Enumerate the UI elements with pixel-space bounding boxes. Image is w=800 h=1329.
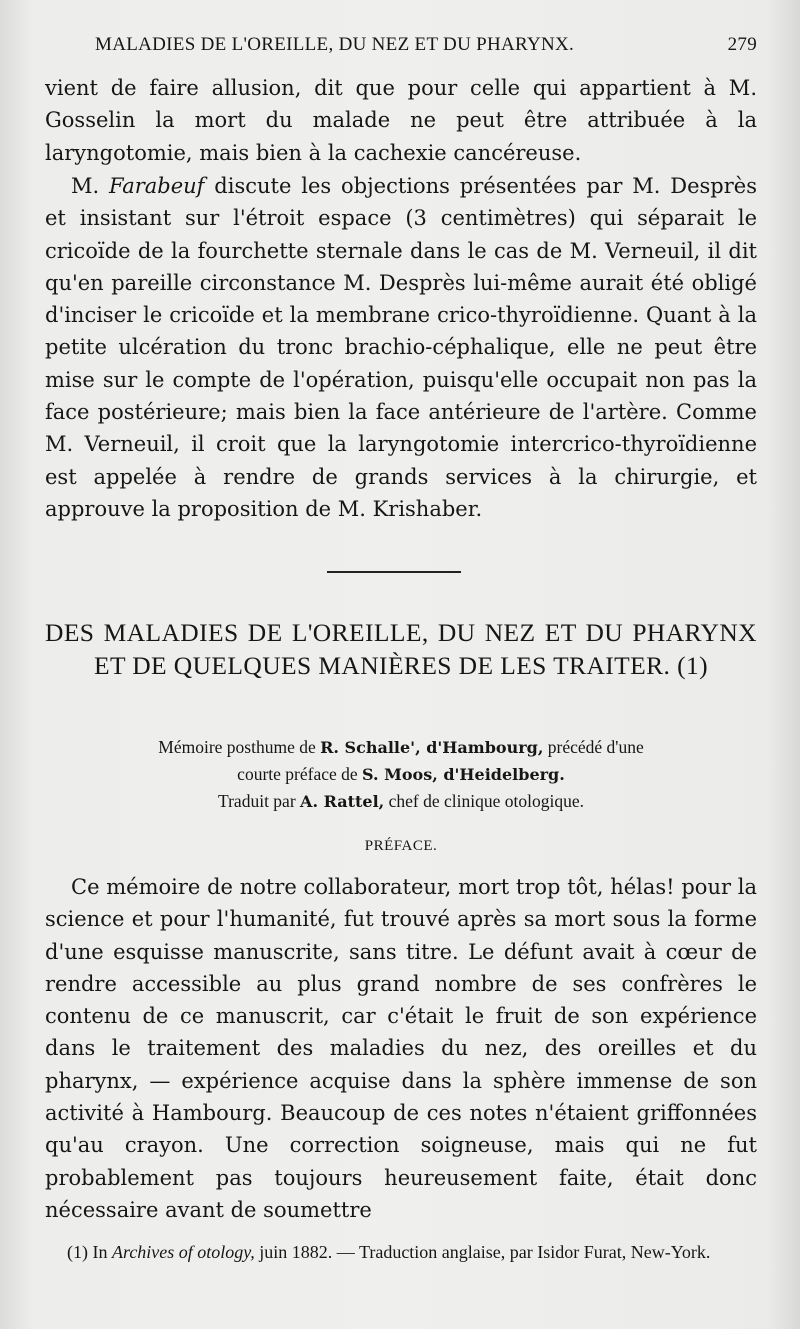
byline-line-2 xyxy=(45,761,757,788)
page-number: 279 xyxy=(727,34,757,55)
translator-name: A. Rattel, xyxy=(300,792,385,811)
footnote xyxy=(45,1240,757,1265)
running-head xyxy=(95,34,757,56)
running-head-title: MALADIES DE L'OREILLE, DU NEZ ET DU PHARYNX. xyxy=(95,34,575,55)
paragraph-lead: M. xyxy=(71,174,100,198)
preface-heading: PRÉFACE. xyxy=(364,838,438,854)
paragraph-continuation: vient de faire allusion, dit que pour celle qui appartient à M. Gosselin la mort du malade ne peut être attribuée à la laryngotomie, mais bien à la cachexie cancéreuse. xyxy=(45,76,757,165)
byline-text: Mémoire posthume de xyxy=(158,737,321,757)
byline-text: précédé d'une xyxy=(543,737,644,757)
author-name: R. Schalle', d'Hambourg, xyxy=(320,738,544,757)
byline-text: Traduit par xyxy=(218,791,301,811)
footnote-marker: (1) In xyxy=(67,1242,112,1262)
byline-text: courte préface de xyxy=(237,764,363,784)
preface-paragraph: Ce mémoire de notre collaborateur, mort trop tôt, hélas! pour la science et pour l'humanité, fut trouvé après sa mort sous la forme d'une esquisse manuscrite, sans titre. Le défunt avait à cœur de rendre accessible au plus grand nombre de ses confrères le contenu de ce manuscrit, car c'était le fruit de son expérience dans le traitement des maladies du nez, des oreilles et du pharynx, — expérience acquise dans la sphère immense de son activité à Hambourg. Beaucoup de ces notes n'étaient griffonnées qu'au crayon. Une correction soigneuse, mais qui ne fut probablement pas toujours heureusement faite, était donc nécessaire avant de soumettre xyxy=(45,875,757,1222)
article-title: DES MALADIES DE L'OREILLE, DU NEZ ET DU PHARYNX ET DE QUELQUES MANIÈRES DE LES TRAITER. (1) xyxy=(45,618,757,680)
paragraph-farabeuf xyxy=(45,170,757,525)
byline-line-1 xyxy=(45,734,757,761)
section-divider xyxy=(327,571,461,573)
footnote-text: juin 1882. — Traduction anglaise, par Isidor Furat, New-York. xyxy=(254,1242,711,1262)
paragraph-body: discute les objections présentées par M. Desprès et insistant sur l'étroit espace (3 centimètres) qui séparait le cricoïde de la fourchette sternale dans le cas de M. Verneuil, il dit qu'en pareille circonstance M. Desprès lui-même aurait été obligé d'inciser le cricoïde et la membrane crico-thyroïdienne. Quant à la petite ulcération du tronc brachio-céphalique, elle ne peut être mise sur le compte de l'opération, puisqu'elle occupait non pas la face postérieure; mais bien la face antérieure de l'artère. Comme M. Verneuil, il croit que la laryngotomie intercrico-thyroïdienne est appelée à rendre de grands services à la chirurgie, et approuve la proposition de M. Krishaber. xyxy=(45,174,757,521)
article-byline xyxy=(45,734,757,815)
byline-line-3 xyxy=(45,788,757,815)
speaker-name: Farabeuf xyxy=(109,174,205,198)
byline-text: chef de clinique otologique. xyxy=(384,791,584,811)
preface-author-name: S. Moos, d'Heidelberg. xyxy=(362,765,565,784)
footnote-source: Archives of otology, xyxy=(111,1242,255,1262)
